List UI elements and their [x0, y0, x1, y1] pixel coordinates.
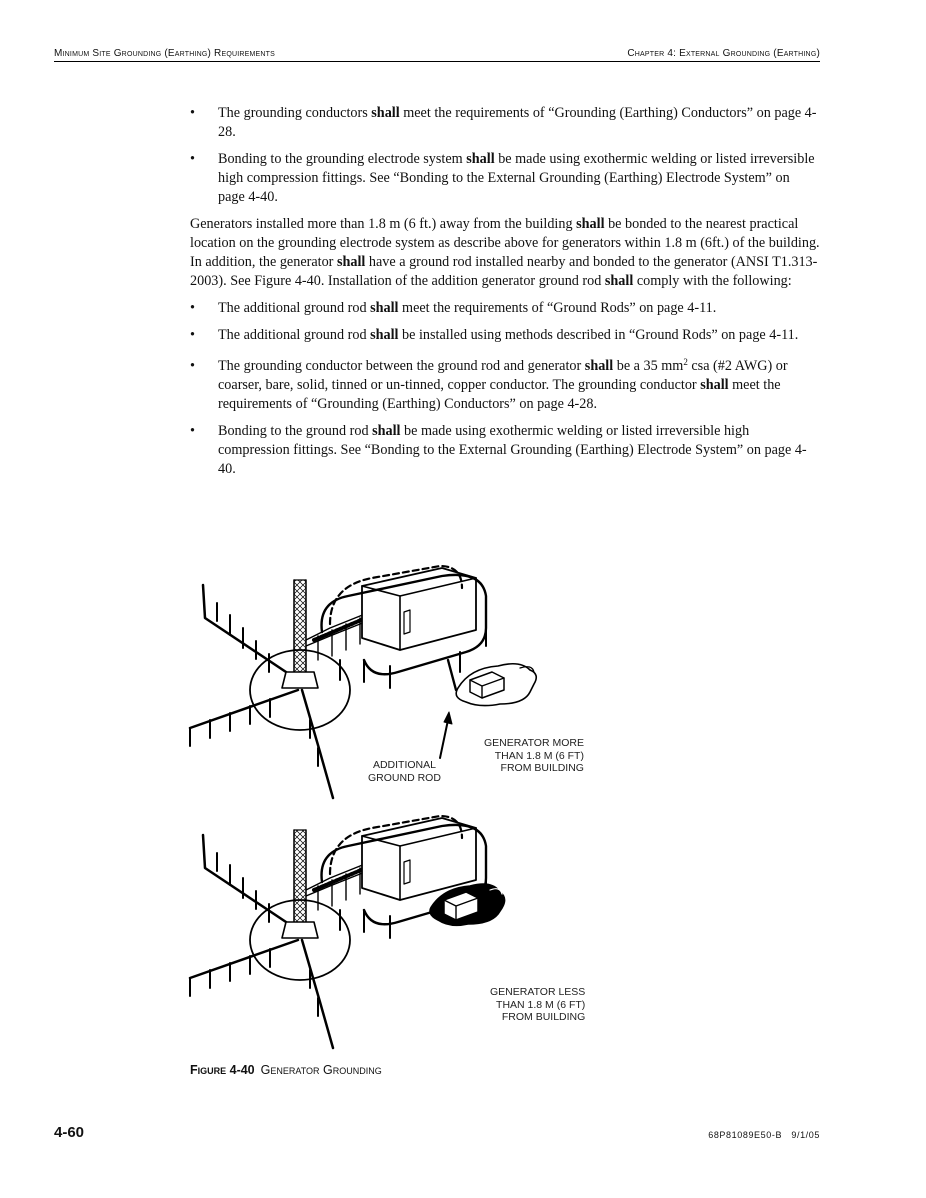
- bullet-item: • Bonding to the ground rod shall be made using exothermic welding or listed irreversible high compression fittings. See “Bonding to the External Grounding (Earthing) Electrode System” on page 4-40.: [190, 423, 807, 477]
- paragraph-generators: Generators installed more than 1.8 m (6 ft.) away from the building shall be bonded to the nearest practical location on the grounding electrode system as describe above for generators within 1.8 m (6ft.) of the building. In addition, the generator shall have a ground rod installed nearby and bonded to the generator (ANSI T1.313-2003). See Figure 4-40. Installation of the addition generator ground rod shall comply with the following:: [190, 216, 820, 289]
- bullet-item: • The grounding conductors shall meet the requirements of “Grounding (Earthing) Conductors” on page 4-28.: [190, 105, 817, 140]
- figure-caption: [190, 1063, 382, 1077]
- running-header-right: Chapter 4: External Grounding (Earthing): [627, 48, 820, 59]
- document-id: 68P81089E50-B 9/1/05: [708, 1130, 820, 1140]
- label-generator-less: GENERATOR LESS THAN 1.8 M (6 FT) FROM BUILDING: [490, 986, 586, 1023]
- figure-number: Figure 4-40: [190, 1063, 255, 1077]
- bullet-item: • Bonding to the grounding electrode system shall be made using exothermic welding or listed irreversible high compression fittings. See “Bonding to the External Grounding (Earthing) Electrode System” on page 4-40.: [190, 151, 815, 205]
- figure-title: Generator Grounding: [260, 1063, 382, 1077]
- label-additional-ground-rod: ADDITIONAL GROUND ROD: [368, 759, 441, 784]
- page-number: 4-60: [54, 1124, 85, 1141]
- running-header-left: Minimum Site Grounding (Earthing) Requirements: [54, 48, 276, 59]
- bullet-item: • The additional ground rod shall meet the requirements of “Ground Rods” on page 4-11.: [190, 300, 717, 316]
- bullet-item: • The additional ground rod shall be installed using methods described in “Ground Rods” on page 4-11.: [190, 327, 799, 343]
- diagram-generator-near: [190, 816, 505, 1048]
- bullet-item: • The grounding conductor between the ground rod and generator shall be a 35 $mm^2$ csa (#2 AWG) or coarser, bare, solid, tinned or un-tinned, copper conductor. The grounding conductor shall meet the requirements of “Grounding (Earthing) Conductors” on page 4-28.: [190, 357, 788, 412]
- label-generator-more: GENERATOR MORE THAN 1.8 M (6 FT) FROM BUILDING: [484, 737, 584, 774]
